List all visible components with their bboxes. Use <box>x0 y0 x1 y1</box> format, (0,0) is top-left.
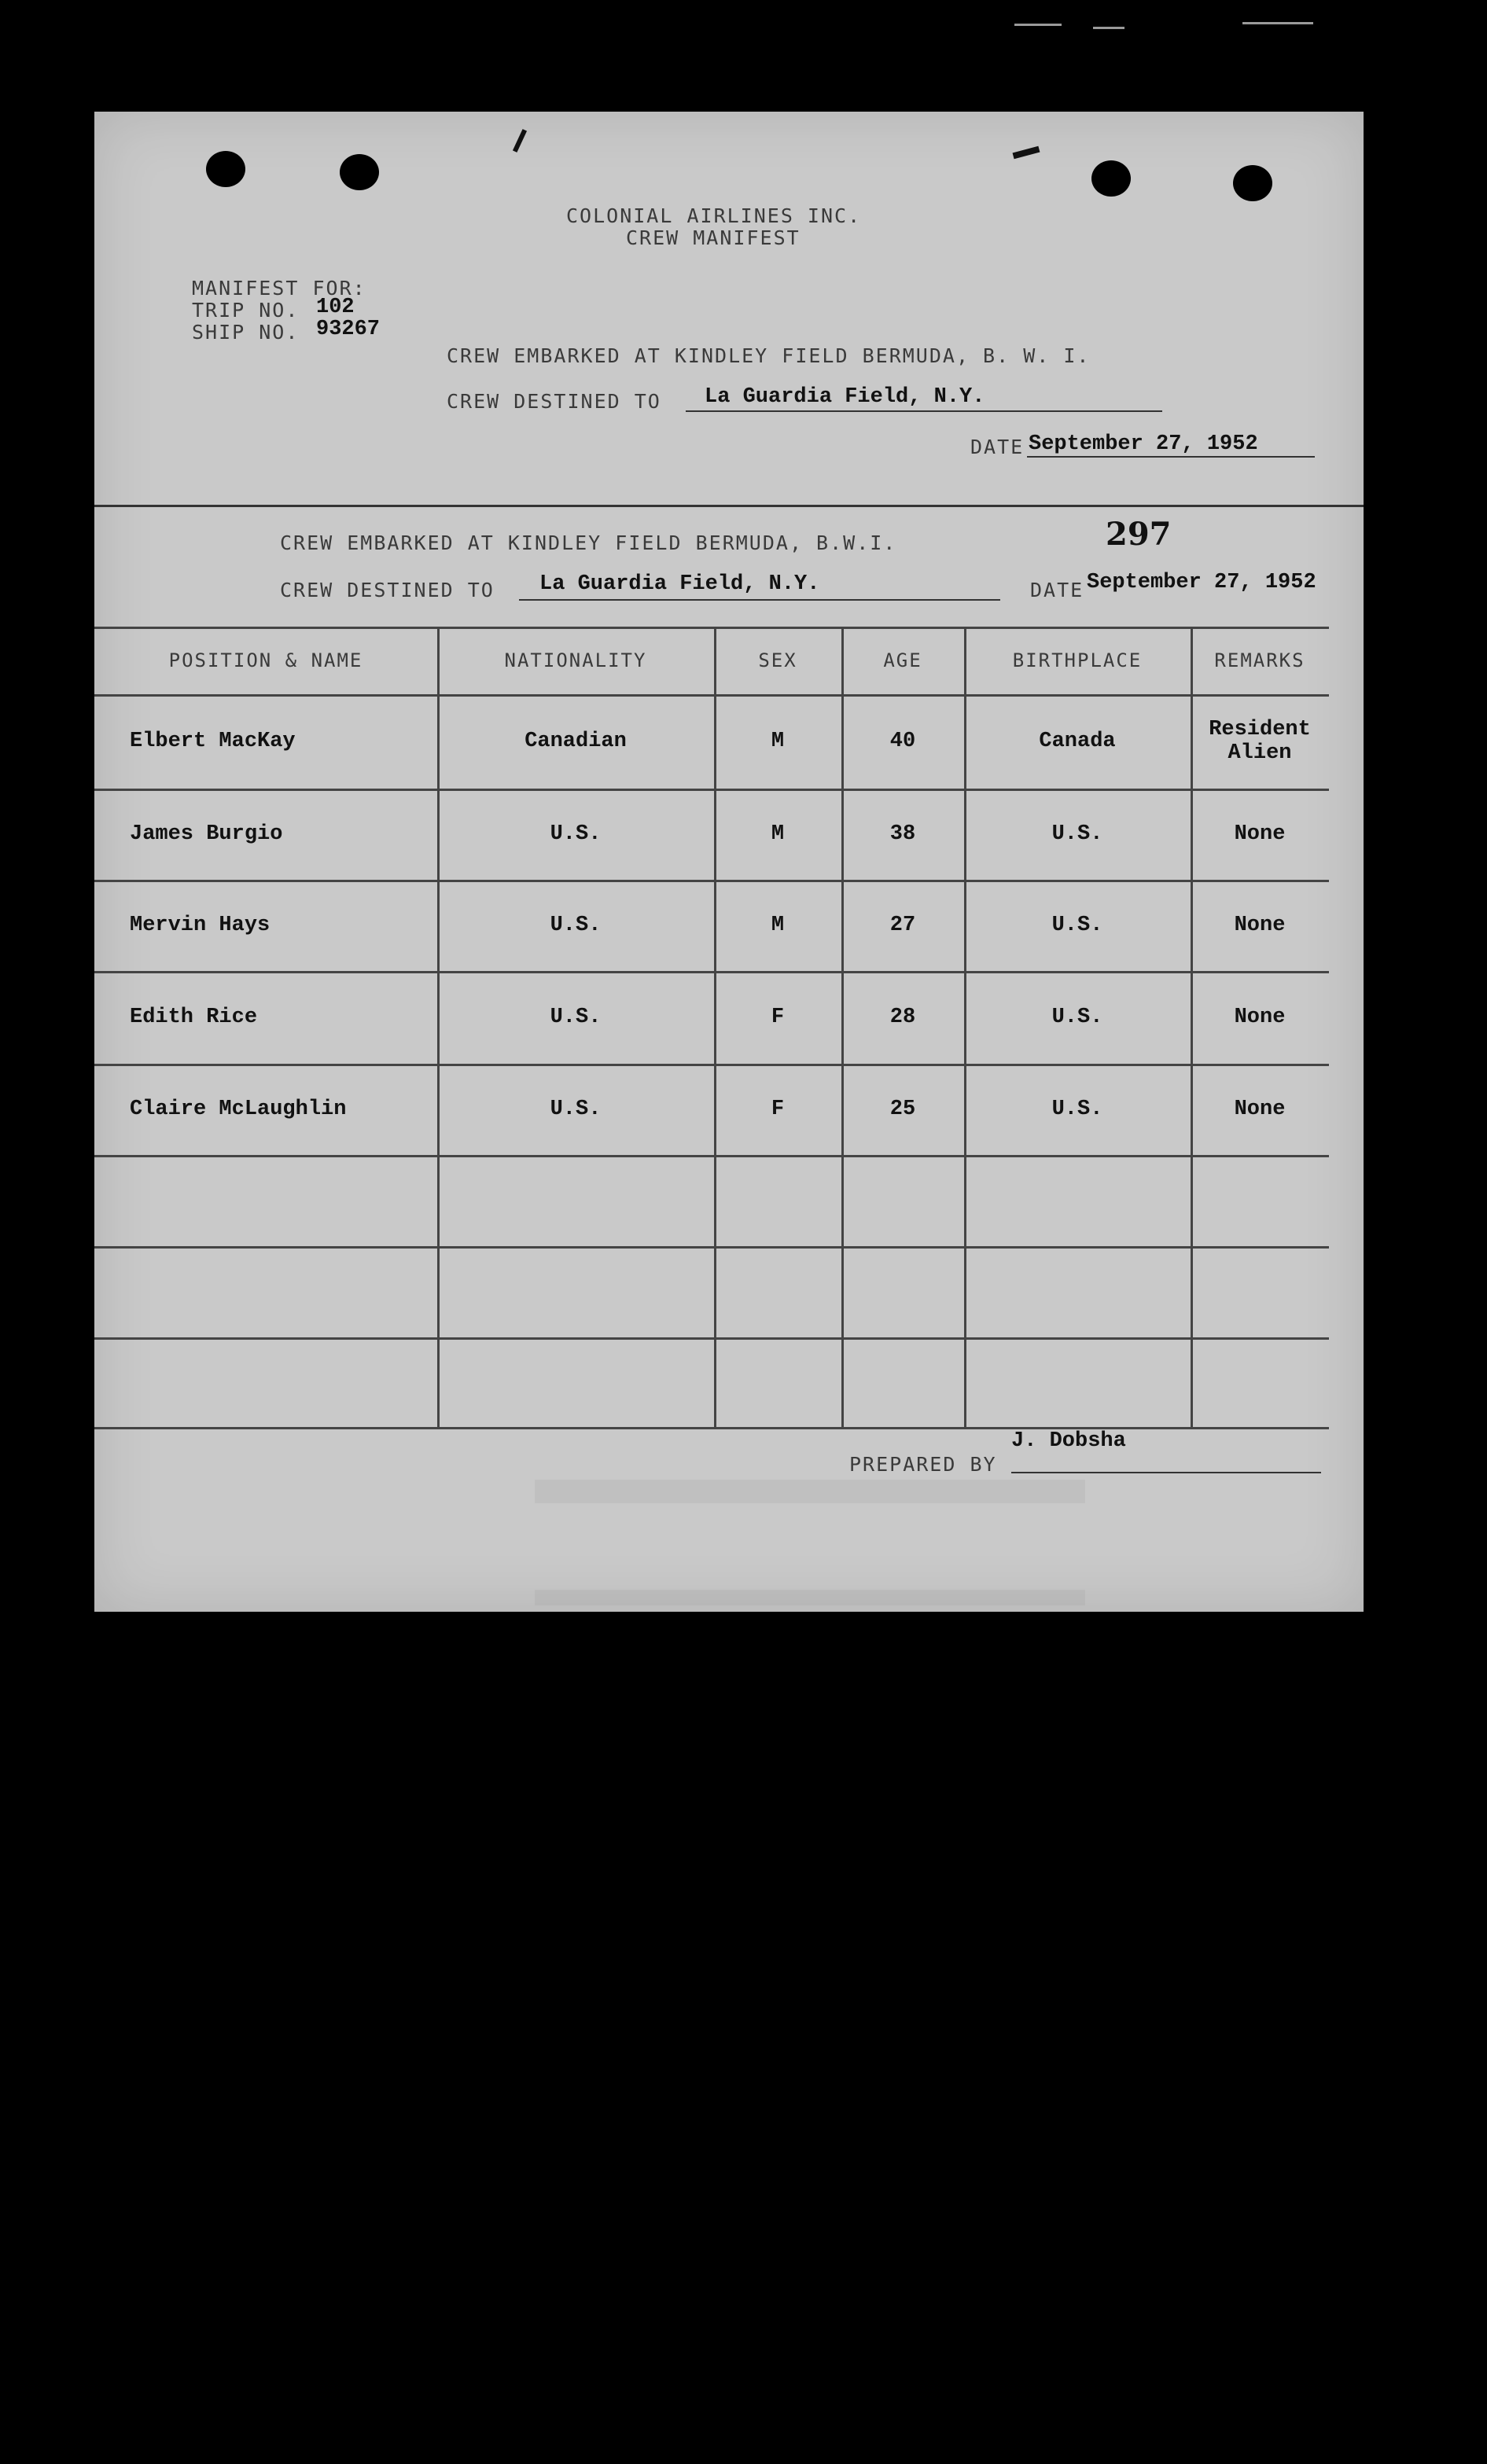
crew-birthplace: U.S. <box>1051 1098 1103 1121</box>
manifest-document <box>94 112 1364 1612</box>
crew-nationality: U.S. <box>550 822 602 846</box>
column-header-position-name: POSITION & NAME <box>168 649 363 671</box>
column-header-sex: SEX <box>758 649 797 671</box>
crew-age: 40 <box>889 730 916 753</box>
ink-mark <box>1013 146 1040 160</box>
crew-nationality: U.S. <box>550 1098 602 1121</box>
prepared-by-underline <box>1011 1472 1321 1473</box>
crew-birthplace: U.S. <box>1051 914 1103 937</box>
page-number-stamp: 297 <box>1106 516 1172 553</box>
document-title: CREW MANIFEST <box>626 226 801 249</box>
mid-embarked: CREW EMBARKED AT KINDLEY FIELD BERMUDA, B.W.I. <box>280 531 897 554</box>
top-date-underline <box>1027 456 1315 458</box>
column-header-remarks: REMARKS <box>1214 649 1305 671</box>
mid-destined-value: La Guardia Field, N.Y. <box>539 572 820 596</box>
crew-remarks-line-1: Resident <box>1209 718 1311 741</box>
crew-table <box>94 627 1329 1429</box>
prepared-by-value: J. Dobsha <box>1011 1429 1126 1453</box>
crew-nationality: Canadian <box>524 730 627 753</box>
mid-destined-underline <box>519 599 1000 601</box>
crew-remarks-line-2: Alien <box>1228 741 1292 765</box>
crew-nationality: U.S. <box>550 914 602 937</box>
punch-hole-2 <box>340 154 379 190</box>
crew-birthplace: Canada <box>1039 730 1116 753</box>
crew-sex: M <box>771 822 785 846</box>
ship-number: 93267 <box>316 318 381 341</box>
trip-label: TRIP NO. <box>192 299 300 322</box>
crew-age: 25 <box>889 1098 916 1121</box>
crew-age: 28 <box>889 1006 916 1029</box>
crew-name: Claire McLaughlin <box>130 1098 347 1121</box>
trip-number: 102 <box>316 296 355 319</box>
crew-sex: F <box>771 1006 785 1029</box>
crew-remarks <box>1191 694 1329 789</box>
ink-mark <box>513 129 527 153</box>
crew-name: Elbert MacKay <box>130 730 296 753</box>
top-destined-underline <box>686 410 1162 412</box>
scan-border-specks <box>1007 16 1353 39</box>
crew-name: Edith Rice <box>130 1006 258 1029</box>
crew-birthplace: U.S. <box>1051 1006 1103 1029</box>
punch-hole-3 <box>1091 160 1131 197</box>
top-date-value: September 27, 1952 <box>1029 432 1258 456</box>
prepared-by-label: PREPARED BY <box>849 1453 997 1476</box>
mid-date-label: DATE <box>1030 579 1084 601</box>
crew-sex: M <box>771 730 785 753</box>
punch-hole-1 <box>206 151 245 187</box>
crew-sex: M <box>771 914 785 937</box>
punch-hole-4 <box>1233 165 1272 201</box>
crew-age: 27 <box>889 914 916 937</box>
crew-age: 38 <box>889 822 916 846</box>
column-header-nationality: NATIONALITY <box>504 649 647 671</box>
top-destined-label: CREW DESTINED TO <box>447 390 661 413</box>
column-header-age: AGE <box>883 649 922 671</box>
crew-remarks: None <box>1234 1006 1286 1029</box>
top-embarked: CREW EMBARKED AT KINDLEY FIELD BERMUDA, B. W. I. <box>447 344 1091 367</box>
crew-remarks: None <box>1234 822 1286 846</box>
top-date-label: DATE <box>970 436 1025 458</box>
mid-destined-label: CREW DESTINED TO <box>280 579 495 601</box>
crew-name: Mervin Hays <box>130 914 271 937</box>
ship-label: SHIP NO. <box>192 321 300 344</box>
mid-date-value: September 27, 1952 <box>1087 571 1316 594</box>
crew-sex: F <box>771 1098 785 1121</box>
column-header-birthplace: BIRTHPLACE <box>1012 649 1143 671</box>
crew-remarks: None <box>1234 1098 1286 1121</box>
top-destined-value: La Guardia Field, N.Y. <box>705 385 985 409</box>
section-divider <box>94 505 1364 507</box>
crew-name: James Burgio <box>130 822 283 846</box>
crew-birthplace: U.S. <box>1051 822 1103 846</box>
faded-stamp-impression <box>535 1480 1085 1605</box>
company-name: COLONIAL AIRLINES INC. <box>566 204 862 227</box>
crew-nationality: U.S. <box>550 1006 602 1029</box>
crew-remarks: None <box>1234 914 1286 937</box>
manifest-for-label: MANIFEST FOR: <box>192 277 366 300</box>
